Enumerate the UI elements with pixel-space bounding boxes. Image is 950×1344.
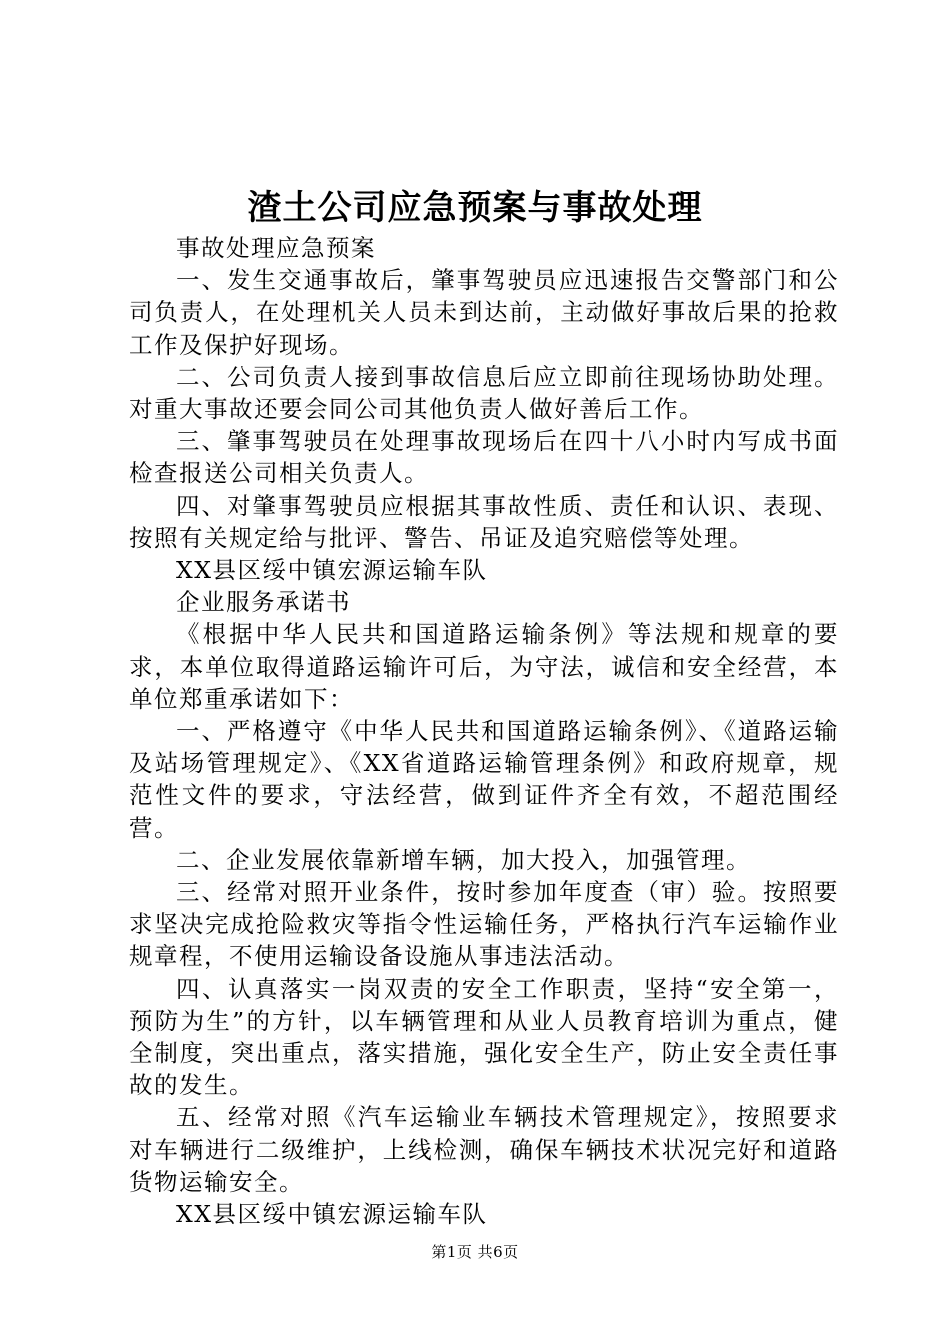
paragraph: 三、肇事驾驶员在处理事故现场后在四十八小时内写成书面检查报送公司相关负责人。 <box>129 427 839 488</box>
signature-line: XX县区绥中镇宏源运输车队 <box>176 556 488 585</box>
document-body <box>129 232 839 1230</box>
paragraph-heading-emergency-plan: 事故处理应急预案 <box>176 234 376 262</box>
signature-line: XX县区绥中镇宏源运输车队 <box>176 1200 488 1229</box>
page-number-footer: 第1页 共6页 <box>431 1243 519 1261</box>
paragraph: 五、经常对照《汽车运输业车辆技术管理规定》，按照要求对车辆进行二级维护，上线检测，确保车辆技术状况完好和道路货物运输安全。 <box>129 1103 839 1196</box>
paragraph-heading-service-commitment: 企业服务承诺书 <box>176 588 351 617</box>
paragraph: 《根据中华人民共和国道路运输条例》等法规和规章的要求，本单位取得道路运输许可后，为守法，诚信和安全经营，本单位郑重承诺如下： <box>129 620 839 713</box>
paragraph: 三、经常对照开业条件，按时参加年度查（审）验。按照要求坚决完成抢险救灾等指令性运输任务，严格执行汽车运输作业规章程，不使用运输设备设施从事违法活动。 <box>129 878 839 971</box>
paragraph: 二、企业发展依靠新增车辆，加大投入，加强管理。 <box>176 845 751 874</box>
paragraph: 一、发生交通事故后，肇事驾驶员应迅速报告交警部门和公司负责人，在处理机关人员未到达前，主动做好事故后果的抢救工作及保护好现场。 <box>129 266 839 359</box>
paragraph: 二、公司负责人接到事故信息后应立即前往现场协助处理。对重大事故还要会同公司其他负责人做好善后工作。 <box>129 362 839 424</box>
document-title: 渣土公司应急预案与事故处理 <box>247 188 703 228</box>
paragraph: 一、严格遵守《中华人民共和国道路运输条例》、《道路运输及站场管理规定》、《XX省道路运输管理条例》和政府规章，规范性文件的要求，守法经营，做到证件齐全有效，不超范围经营。 <box>129 717 839 842</box>
paragraph: 四、认真落实一岗双责的安全工作职责，坚持“安全第一，预防为生”的方针，以车辆管理和从业人员教育培训为重点，健全制度，突出重点，落实措施，强化安全生产，防止安全责任事故的发生。 <box>129 974 839 1100</box>
paragraph: 四、对肇事驾驶员应根据其事故性质、责任和认识、表现、按照有关规定给与批评、警告、吊证及追究赔偿等处理。 <box>129 491 839 552</box>
